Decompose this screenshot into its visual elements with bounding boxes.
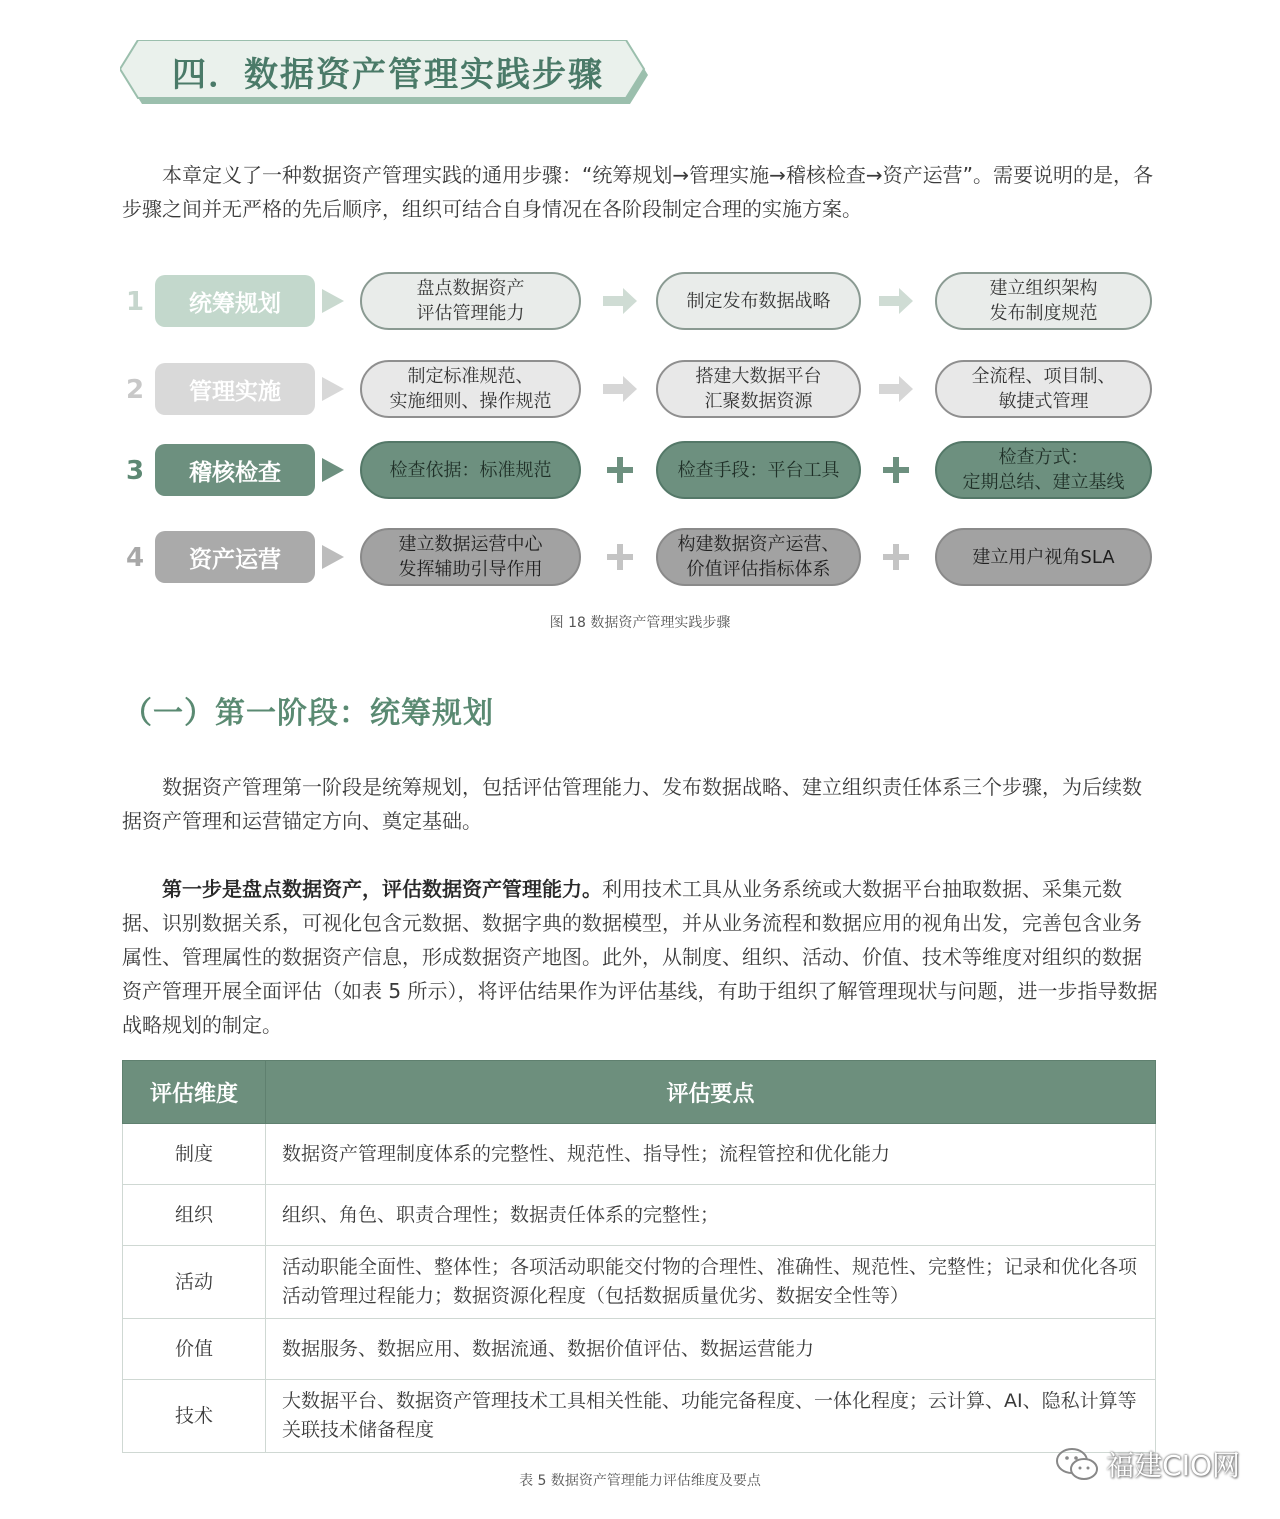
table-header-row <box>123 1061 1156 1124</box>
step-pill-line: 定期总结、建立基线 <box>962 472 1125 493</box>
step-pill <box>656 441 861 499</box>
step-pill-line: 构建数据资产运营、 <box>677 534 840 555</box>
stage-one-paragraph: 数据资产管理第一阶段是统筹规划，包括评估管理能力、发布数据战略、建立组织责任体系三个步骤，为后续数据资产管理和运营锚定方向、奠定基础。 <box>122 775 1142 833</box>
intro-paragraph: 本章定义了一种数据资产管理实践的通用步骤：“统筹规划→管理实施→稽核检查→资产运营”。需要说明的是，各步骤之间并无严格的先后顺序，组织可结合自身情况在各阶段制定合理的实施方案。 <box>122 163 1153 221</box>
stage-pointer-icon <box>322 289 344 313</box>
dimension-cell: 价值 <box>123 1319 266 1380</box>
section-title: 四．数据资产管理实践步骤 <box>172 55 604 95</box>
table-row <box>123 1124 1156 1185</box>
table-row <box>123 1380 1156 1453</box>
stage-label: 统筹规划 <box>155 275 315 327</box>
step-pill-line: 价值评估指标体系 <box>686 559 831 580</box>
step-pill-line: 建立组织架构 <box>989 278 1098 299</box>
step-pill <box>656 528 861 586</box>
evaluation-table <box>122 1060 1156 1453</box>
watermark-text: 福建CIO网 <box>1106 1449 1240 1482</box>
arrow-right-icon <box>602 283 638 319</box>
stage-label: 稽核检查 <box>155 444 315 496</box>
stage-pointer-icon <box>322 377 344 401</box>
row-number: 2 <box>125 375 145 405</box>
plus-icon <box>878 539 914 575</box>
dimension-cell: 制度 <box>123 1124 266 1185</box>
arrow-right-icon <box>878 283 914 319</box>
step-pill-line: 盘点数据资产 <box>416 278 525 299</box>
step-pill-line: 实施细则、操作规范 <box>389 391 552 412</box>
plus-icon <box>878 452 914 488</box>
figure-caption: 图 18 数据资产管理实践步骤 <box>549 615 731 631</box>
header-points: 评估要点 <box>266 1061 1156 1124</box>
step-one-paragraph <box>122 872 1158 1042</box>
arrow-right-icon <box>878 371 914 407</box>
table-row <box>123 1185 1156 1246</box>
stage-label: 管理实施 <box>155 363 315 415</box>
table-row <box>123 1319 1156 1380</box>
dimension-cell: 组织 <box>123 1185 266 1246</box>
table-caption: 表 5 数据资产管理能力评估维度及要点 <box>519 1473 761 1489</box>
step-pill <box>360 441 581 499</box>
step-pill-line: 发挥辅助引导作用 <box>398 559 543 580</box>
points-cell: 大数据平台、数据资产管理技术工具相关性能、功能完备程度、一体化程度；云计算、AI、隐私计算等关联技术储备程度 <box>266 1380 1156 1453</box>
step-pill <box>360 528 581 586</box>
stage-pointer-icon <box>322 545 344 569</box>
dimension-cell: 活动 <box>123 1246 266 1319</box>
dimension-cell: 技术 <box>123 1380 266 1453</box>
step-one-body: 利用技术工具从业务系统或大数据平台抽取数据、采集元数据、识别数据关系，可视化包含元数据、数据字典的数据模型，并从业务流程和数据应用的视角出发，完善包含业务属性、管理属性的数据资产信息，形成数据资产地图。此外，从制度、组织、活动、价值、技术等维度对组织的数据资产管理开展全面评估（如表 5 所示），将评估结果作为评估基线，有助于组织了解管理现状与问题，进一步指导数据战略规划的制定。 <box>122 877 1158 1037</box>
stage-pointer-icon <box>322 458 344 482</box>
points-cell: 活动职能全面性、整体性；各项活动职能交付物的合理性、准确性、规范性、完整性；记录和优化各项活动管理过程能力；数据资源化程度（包括数据质量优劣、数据安全性等） <box>266 1246 1156 1319</box>
step-pill-line: 检查依据：标准规范 <box>389 459 552 481</box>
watermark <box>1054 1444 1240 1484</box>
points-cell: 组织、角色、职责合理性；数据责任体系的完整性； <box>266 1185 1156 1246</box>
step-pill-line: 评估管理能力 <box>416 303 525 324</box>
step-one-lead: 第一步是盘点数据资产，评估数据资产管理能力。 <box>162 877 602 901</box>
row-number: 4 <box>125 543 145 573</box>
subsection-title: （一）第一阶段：统筹规划 <box>122 696 494 731</box>
step-pill-line: 建立数据运营中心 <box>398 534 543 555</box>
step-pill <box>360 360 581 418</box>
row-number: 1 <box>125 287 145 317</box>
points-cell: 数据服务、数据应用、数据流通、数据价值评估、数据运营能力 <box>266 1319 1156 1380</box>
step-pill <box>935 528 1152 586</box>
stage-label: 资产运营 <box>155 531 315 583</box>
step-pill <box>935 272 1152 330</box>
plus-icon <box>602 539 638 575</box>
table-row <box>123 1246 1156 1319</box>
step-pill-line: 汇聚数据资源 <box>704 391 813 412</box>
step-pill <box>656 272 861 330</box>
row-number: 3 <box>125 456 145 486</box>
step-pill-line: 全流程、项目制、 <box>971 366 1116 387</box>
plus-icon <box>602 452 638 488</box>
step-pill-line: 搭建大数据平台 <box>695 366 822 387</box>
step-pill-line: 发布制度规范 <box>989 303 1098 324</box>
step-pill-line: 检查手段：平台工具 <box>677 459 840 481</box>
step-pill <box>656 360 861 418</box>
step-pill-line: 制定发布数据战略 <box>686 290 831 312</box>
step-pill <box>935 441 1152 499</box>
section-banner <box>120 40 650 110</box>
points-cell: 数据资产管理制度体系的完整性、规范性、指导性；流程管控和优化能力 <box>266 1124 1156 1185</box>
step-pill-line: 制定标准规范、 <box>407 366 534 387</box>
arrow-right-icon <box>602 371 638 407</box>
step-pill-line: 建立用户视角SLA <box>972 546 1115 568</box>
step-pill <box>935 360 1152 418</box>
wechat-icon <box>1054 1445 1100 1483</box>
step-pill <box>360 272 581 330</box>
step-pill-line: 敏捷式管理 <box>998 391 1089 412</box>
step-pill-line: 检查方式： <box>998 447 1089 468</box>
header-dimension: 评估维度 <box>123 1061 266 1124</box>
